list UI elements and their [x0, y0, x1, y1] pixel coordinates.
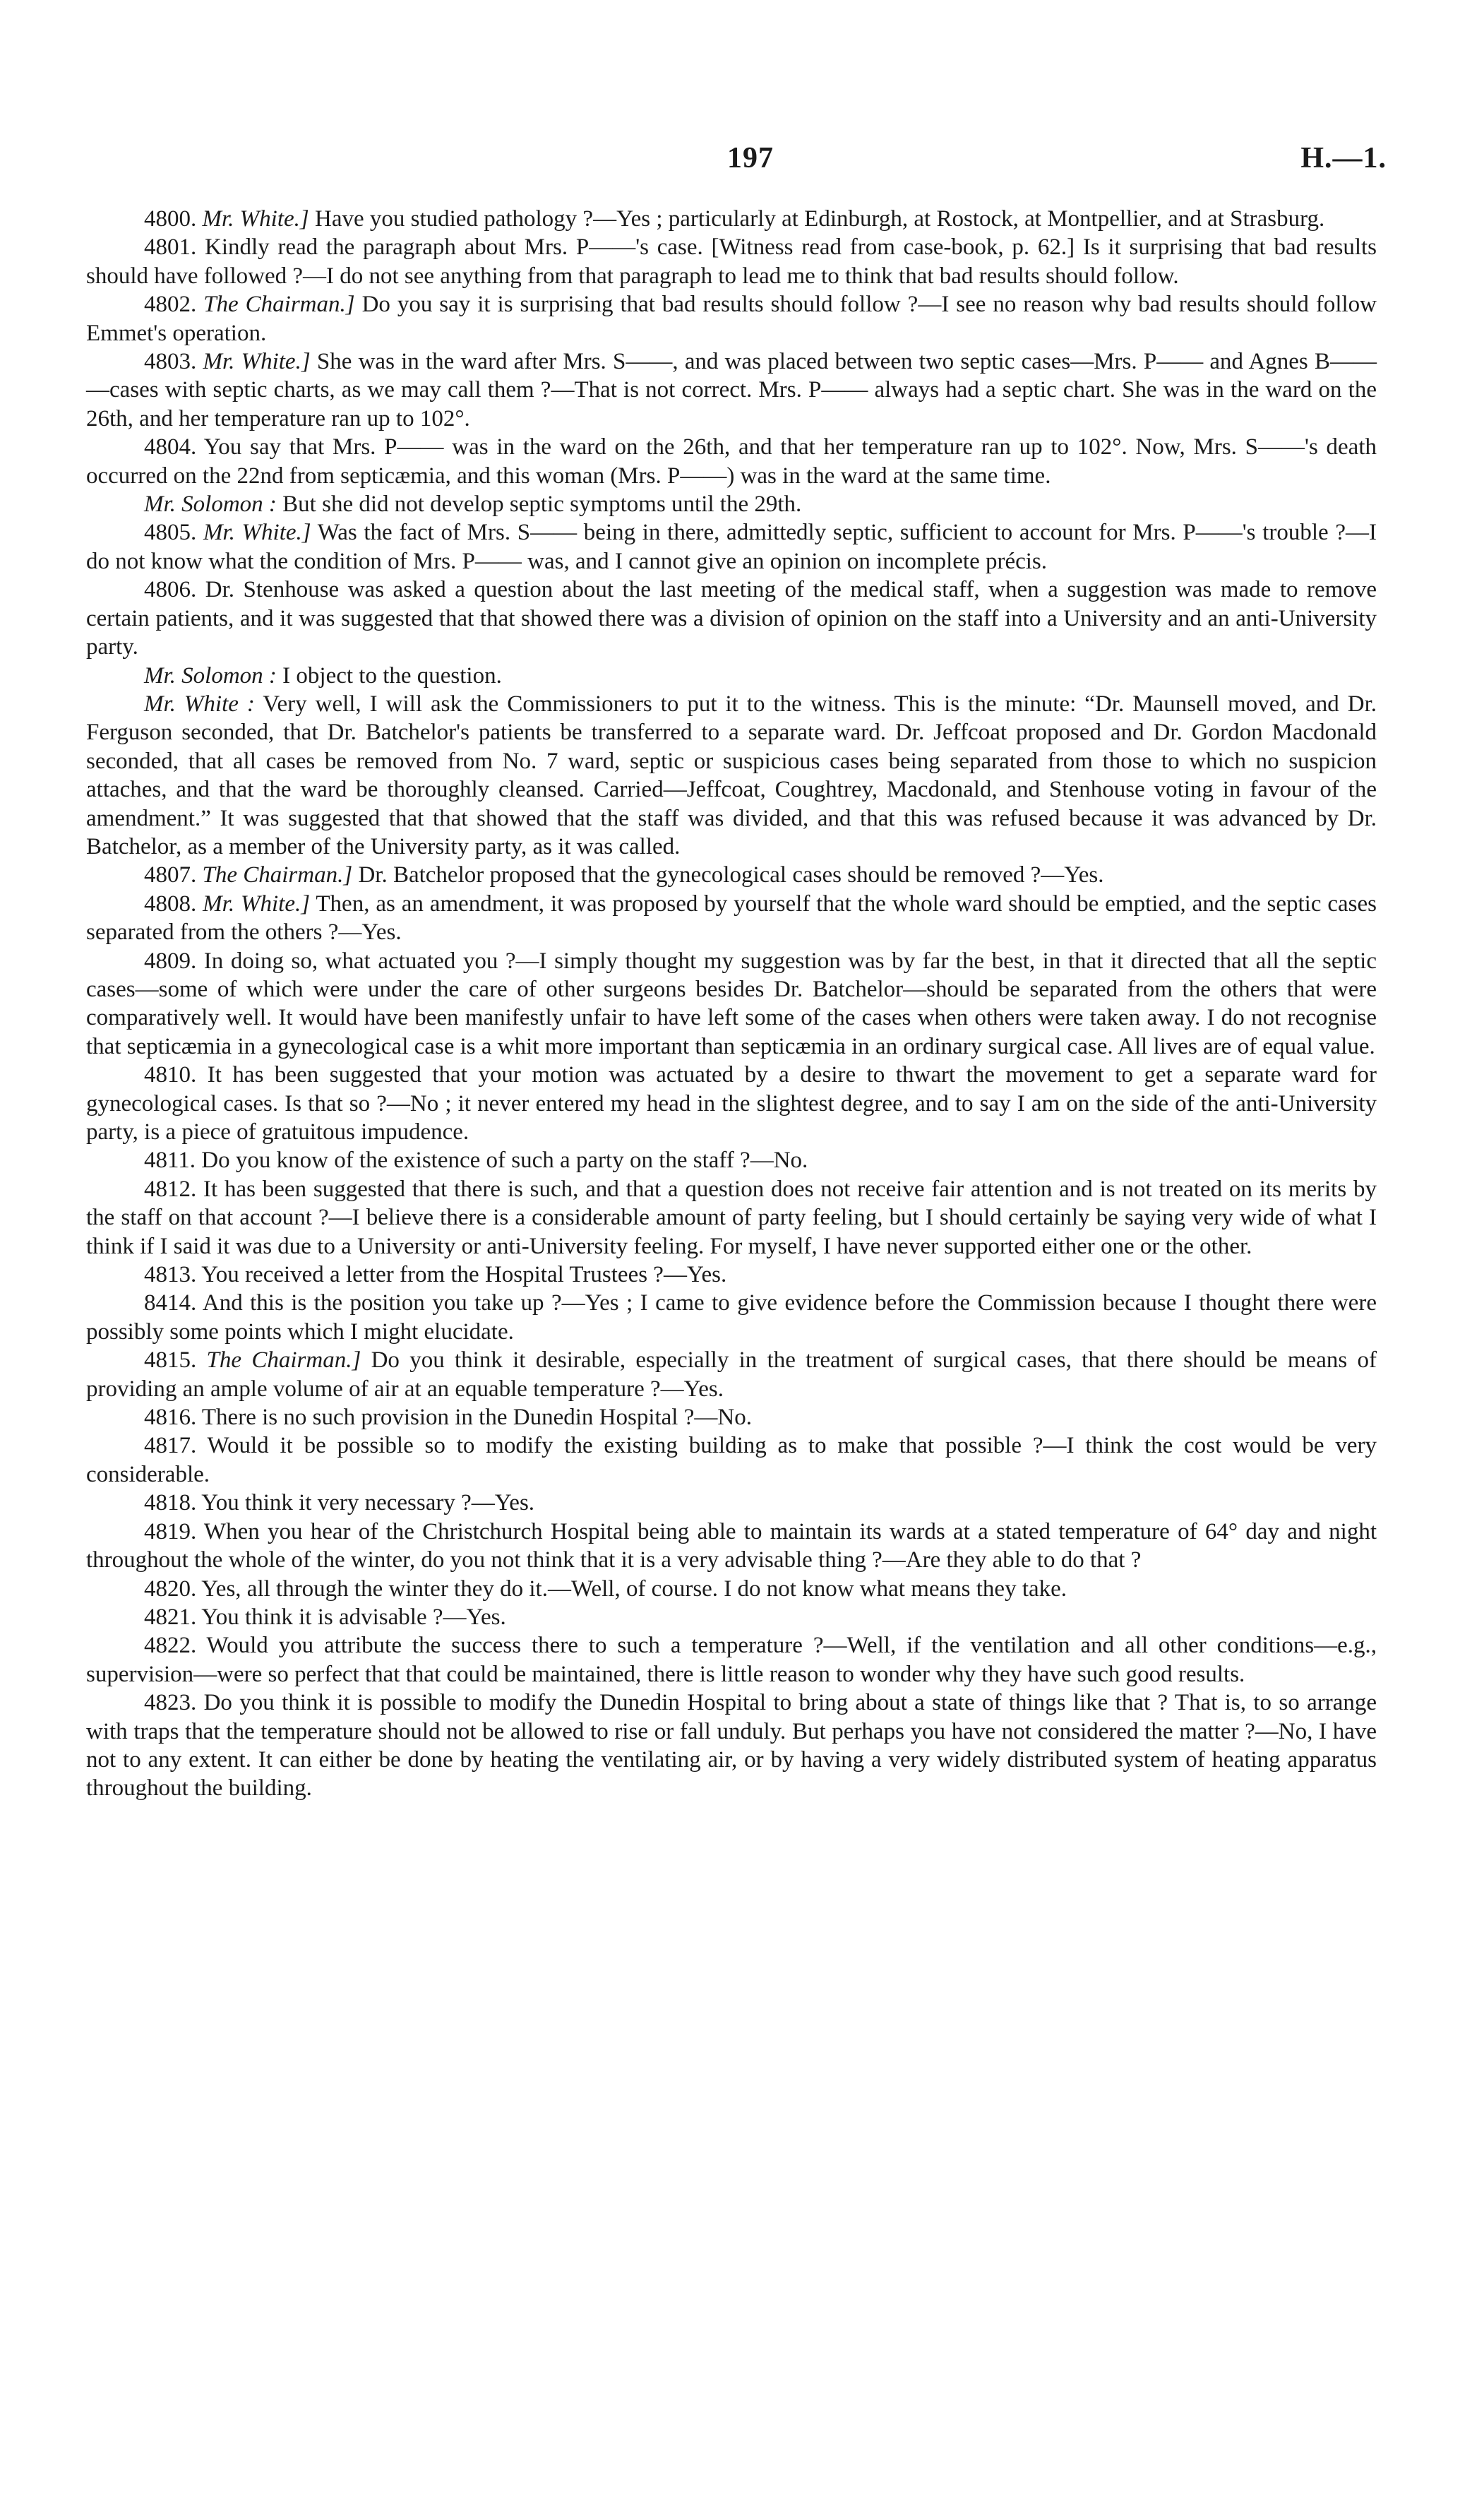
- paragraph-text: Dr. Stenhouse was asked a question about the last meeting of the medical staff, when a suggestion was made to remove certain patients, and it was suggested that that showed there was a division of opinion on the staff into a University and an anti-University party.: [86, 577, 1377, 660]
- paragraph-4819: [86, 1518, 1377, 1575]
- paragraph-solomon-1: [86, 490, 1377, 518]
- paragraph-4811: [86, 1146, 1377, 1174]
- paragraph-4817: [86, 1431, 1377, 1489]
- question-number: 8414.: [144, 1290, 197, 1316]
- question-number: 4806.: [144, 577, 197, 603]
- paragraph-4807: [86, 861, 1377, 889]
- paragraph-4823: [86, 1689, 1377, 1803]
- paragraph-text: Very well, I will ask the Commissioners to put it to the witness. This is the minute: “Dr. Maunsell moved, and Dr. Ferguson seconded, that Dr. Batchelor's patients be transferred to a separate ward. Dr. Jeffcoat proposed and Dr. Gordon Macdonald seconded, that all cases be removed from No. 7 ward, septic or suspicious cases being separated from those to which no suspicion attaches, and that the ward be thoroughly cleansed. Carried—Jeffcoat, Coughtrey, Macdonald, and Stenhouse voting in favour of the amendment.” It was suggested that that showed that the staff was divided, and that this was refused because it was advanced by Dr. Batchelor, as a member of the University party, as it was called.: [86, 691, 1377, 859]
- paragraph-4810: [86, 1061, 1377, 1146]
- paragraph-white-minute: [86, 690, 1377, 861]
- paragraph-4816: [86, 1403, 1377, 1431]
- paragraph-text: Do you know of the existence of such a party on the staff ?—No.: [196, 1148, 808, 1174]
- speaker: Mr. Solomon :: [144, 492, 277, 518]
- paragraph-solomon-2: [86, 662, 1377, 690]
- speaker: Mr. White :: [144, 691, 255, 717]
- question-number: 4818.: [144, 1490, 197, 1516]
- question-number: 4813.: [144, 1262, 197, 1288]
- question-number: 4819.: [144, 1518, 197, 1544]
- paragraph-4812: [86, 1175, 1377, 1261]
- speaker: Mr. White.]: [202, 206, 309, 232]
- page-number: 197: [727, 142, 774, 174]
- paragraph-4809: [86, 947, 1377, 1061]
- question-number: 4805.: [144, 520, 197, 546]
- question-number: 4815.: [144, 1347, 197, 1374]
- paragraph-text: Do you think it is possible to modify the Dunedin Hospital to bring about a state of things like that ? That is, to so arrange with traps that the temperature should not be allowed to rise or fall unduly. But perhaps you have not considered the matter ?—No, I have not to any extent. It can either be done by heating the ventilating air, or by having a very widely distributed system of heating apparatus throughout the building.: [86, 1690, 1377, 1802]
- paragraph-text: Would you attribute the success there to such a temperature ?—Well, if the ventilation and all other conditions—e.g., supervision—were so perfect that that could be maintained, there is little reason to wonder why they have such good results.: [86, 1633, 1377, 1687]
- paragraph-text: She was in the ward after Mrs. S——, and was placed between two septic cases—Mrs. P—— and Agnes B—— —cases with septic charts, as we may call them ?—That is not correct. Mrs. P—— always had a septic chart. She was in the ward on the 26th, and her temperature ran up to 102°.: [86, 349, 1377, 431]
- speaker: The Chairman.]: [206, 1347, 361, 1374]
- paragraph-text: Do you say it is surprising that bad results should follow ?—I see no reason why bad results should follow Emmet's operation.: [86, 292, 1377, 346]
- question-number: 4820.: [144, 1576, 197, 1602]
- question-number: 4809.: [144, 948, 197, 974]
- paragraph-4800: [86, 205, 1377, 233]
- paragraph-text: Have you studied pathology ?—Yes ; particularly at Edinburgh, at Rostock, at Montpellier, and at Strasburg.: [309, 206, 1325, 232]
- question-number: 4807.: [144, 862, 197, 888]
- paragraph-text: Yes, all through the winter they do it.—Well, of course. I do not know what means they take.: [196, 1576, 1067, 1602]
- question-number: 4811.: [144, 1148, 196, 1174]
- paragraph-text: And this is the position you take up ?—Yes ; I came to give evidence before the Commission because I thought there were possibly some points which I might elucidate.: [86, 1290, 1377, 1345]
- paragraph-text: It has been suggested that your motion was actuated by a desire to thwart the movement to get a separate ward for gynecological cases. Is that so ?—No ; it never entered my head in the slightest degree, and to say I am on the side of the anti-University party, is a piece of gratuitous impudence.: [86, 1062, 1377, 1145]
- speaker: Mr. White.]: [203, 520, 311, 546]
- question-number: 4812.: [144, 1176, 197, 1202]
- paragraph-4804: [86, 433, 1377, 490]
- paragraph-4803: [86, 347, 1377, 433]
- paragraph-4805: [86, 518, 1377, 576]
- paragraph-text: When you hear of the Christchurch Hospital being able to maintain its wards at a stated temperature of 64° day and night throughout the whole of the winter, do you not think that it is a very advisable thing ?—Are they able to do that ?: [86, 1518, 1377, 1573]
- paragraph-4802: [86, 290, 1377, 347]
- paragraph-text: Then, as an amendment, it was proposed by yourself that the whole ward should be emptied, and the septic cases separated from the others ?—Yes.: [86, 891, 1377, 946]
- paragraph-text: It has been suggested that there is such, and that a question does not receive fair attention and is not treated on its merits by the staff on that account ?—I believe there is a considerable amount of party feeling, but I should certainly be saying very wide of what I think if I said it was due to a University or anti-University feeling. For myself, I have never supported either one or the other.: [86, 1176, 1377, 1259]
- question-number: 4810.: [144, 1062, 197, 1088]
- speaker: Mr. White.]: [203, 891, 311, 917]
- paragraph-8414: [86, 1289, 1377, 1346]
- paragraph-text: You think it very necessary ?—Yes.: [196, 1490, 535, 1516]
- document-reference: H.—1.: [1300, 142, 1387, 174]
- speaker: Mr. White.]: [203, 349, 311, 375]
- question-number: 4817.: [144, 1433, 197, 1459]
- question-number: 4801.: [144, 234, 197, 261]
- paragraph-4808: [86, 890, 1377, 947]
- question-number: 4808.: [144, 891, 197, 917]
- question-number: 4803.: [144, 349, 197, 375]
- paragraph-4822: [86, 1631, 1377, 1689]
- speaker: Mr. Solomon :: [144, 662, 277, 689]
- speaker: The Chairman.]: [203, 292, 355, 318]
- paragraph-4815: [86, 1346, 1377, 1403]
- question-number: 4823.: [144, 1690, 197, 1716]
- question-number: 4800.: [144, 206, 197, 232]
- paragraph-4820: [86, 1575, 1377, 1603]
- paragraph-text: But she did not develop septic symptoms until the 29th.: [276, 492, 802, 518]
- paragraph-text: You think it is advisable ?—Yes.: [196, 1604, 506, 1630]
- paragraph-text: Do you think it desirable, especially in the treatment of surgical cases, that there should be means of providing an ample volume of air at an equable temperature ?—Yes.: [86, 1347, 1377, 1402]
- question-number: 4816.: [144, 1405, 197, 1431]
- paragraph-4821: [86, 1603, 1377, 1631]
- question-number: 4822.: [144, 1633, 197, 1659]
- paragraph-4818: [86, 1489, 1377, 1517]
- question-number: 4821.: [144, 1604, 197, 1630]
- question-number: 4802.: [144, 292, 197, 318]
- paragraph-text: Was the fact of Mrs. S—— being in there, admittedly septic, sufficient to account for Mrs. P——'s trouble ?—I do not know what the condition of Mrs. P—— was, and I cannot give an opinion on incomplete précis.: [86, 520, 1377, 574]
- paragraph-4801: [86, 233, 1377, 290]
- paragraph-text: Dr. Batchelor proposed that the gynecological cases should be removed ?—Yes.: [352, 862, 1104, 888]
- speaker: The Chairman.]: [202, 862, 353, 888]
- question-number: 4804.: [144, 434, 197, 460]
- paragraph-text: There is no such provision in the Dunedin Hospital ?—No.: [196, 1405, 752, 1431]
- paragraph-text: You say that Mrs. P—— was in the ward on the 26th, and that her temperature ran up to 102°. Now, Mrs. S——'s death occurred on the 22nd from septicæmia, and this woman (Mrs. P——) was in the ward at the same time.: [86, 434, 1377, 489]
- paragraph-text: Kindly read the paragraph about Mrs. P——'s case. [Witness read from case-book, p. 62.] Is it surprising that bad results should have followed ?—I do not see anything from that paragraph to lead me to think that bad results should follow.: [86, 234, 1377, 289]
- paragraph-text: I object to the question.: [276, 662, 502, 689]
- paragraph-text: In doing so, what actuated you ?—I simply thought my suggestion was by far the best, in that it directed that all the septic cases—some of which were under the care of other surgeons besides Dr. Batchelor—should be separated from the others that were comparatively well. It would have been manifestly unfair to have left some of the cases when others were taken away. I do not recognise that septicæmia in a gynecological case is a whit more important than septicæmia in an ordinary surgical case. All lives are of equal value.: [86, 948, 1377, 1059]
- paragraph-text: Would it be possible so to modify the existing building as to make that possible ?—I think the cost would be very considerable.: [86, 1433, 1377, 1487]
- paragraph-text: You received a letter from the Hospital Trustees ?—Yes.: [196, 1262, 727, 1288]
- transcript-body: [86, 205, 1377, 1803]
- paragraph-4806: [86, 576, 1377, 661]
- paragraph-4813: [86, 1261, 1377, 1289]
